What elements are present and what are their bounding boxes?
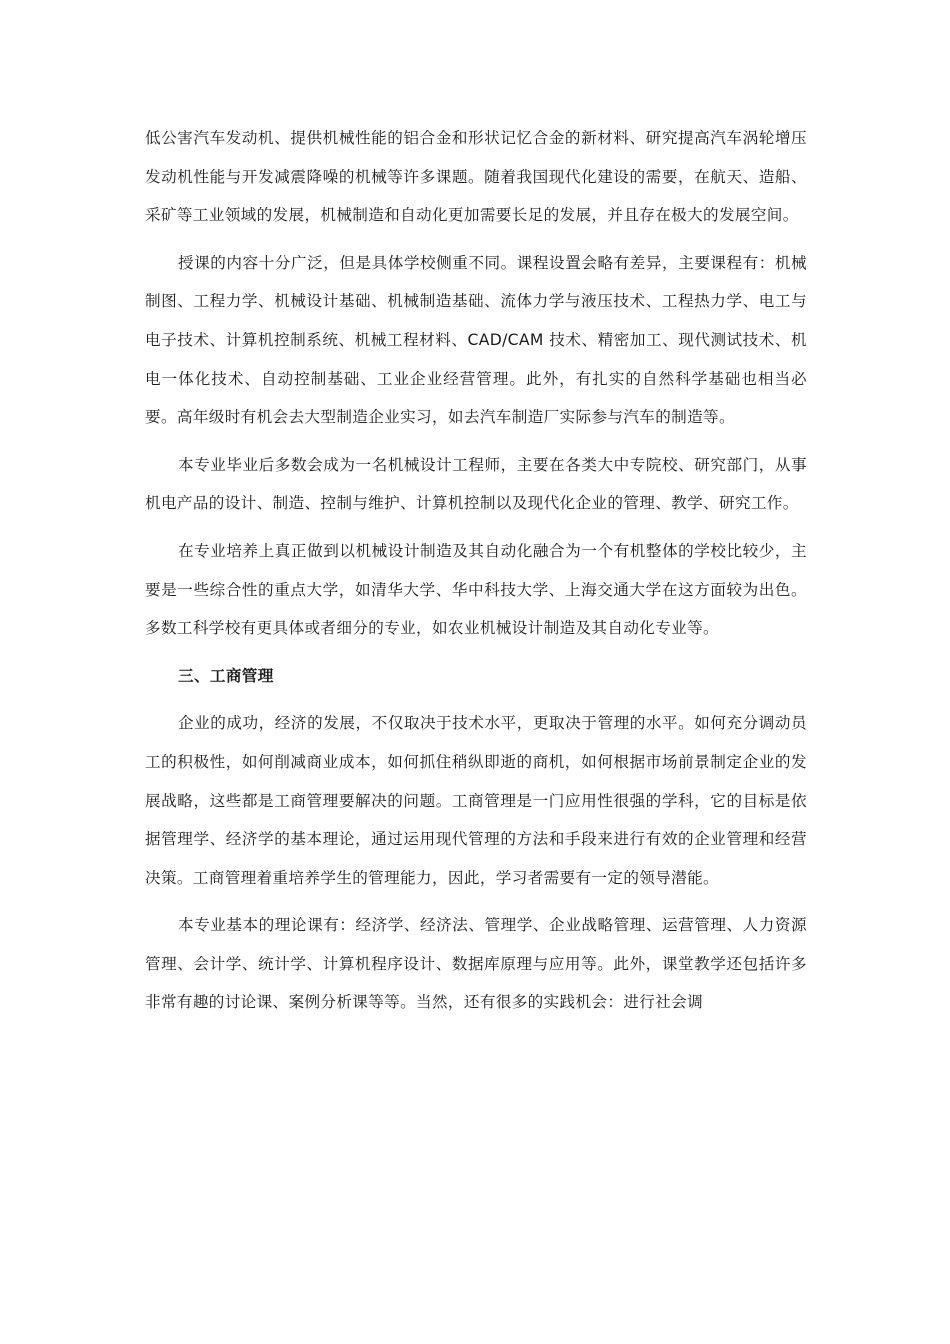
paragraph-courses: 授课的内容十分广泛，但是具体学校侧重不同。课程设置会略有差异，主要课程有：机械制图、工程力学、机械设计基础、机械制造基础、流体力学与液压技术、工程热力学、电工与电子技术、计算机控制系统、机械工程材料、CAD/CAM 技术、精密加工、现代测试技术、机电一体化技术、自动控制基础、工业企业经营管理。此外，有扎实的自然科学基础也相当必要。高年级时有机会去大型制造企业实习，如去汽车制造厂实际参与汽车的制造等。 [145, 253, 807, 427]
paragraph-business-intro: 企业的成功，经济的发展，不仅取决于技术水平，更取决于管理的水平。如何充分调动员工的积极性，如何削减商业成本，如何抓住稍纵即逝的商机，如何根据市场前景制定企业的发展战略，这些都是工商管理要解决的问题。工商管理是一门应用性很强的学科，它的目标是依据管理学、经济学的基本理论，通过运用现代管理的方法和手段来进行有效的企业管理和经营决策。工商管理着重培养学生的管理能力，因此，学习者需要有一定的领导潜能。 [145, 714, 807, 887]
section-heading-business-management: 三、工商管理 [178, 666, 274, 685]
paragraph-universities: 在专业培养上真正做到以机械设计制造及其自动化融合为一个有机整体的学校比较少，主要是一些综合性的重点大学，如清华大学、华中科技大学、上海交通大学在这方面较为出色。多数工科学校有更具体或者细分的专业，如农业机械设计制造及其自动化专业等。 [145, 541, 807, 638]
paragraph-engine-materials: 低公害汽车发动机、提供机械性能的铝合金和形状记忆合金的新材料、研究提高汽车涡轮增压发动机性能与开发减震降噪的机械等许多课题。随着我国现代化建设的需要，在航天、造船、采矿等工业领域的发展，机械制造和自动化更加需要长足的发展，并且存在极大的发展空间。 [145, 129, 807, 225]
paragraph-business-courses: 本专业基本的理论课有：经济学、经济法、管理学、企业战略管理、运营管理、人力资源管理、会计学、统计学、计算机程序设计、数据库原理与应用等。此外，课堂教学还包括许多非常有趣的讨论课、案例分析课等等。当然，还有很多的实践机会：进行社会调 [145, 916, 807, 1012]
paragraph-career: 本专业毕业后多数会成为一名机械设计工程师，主要在各类大中专院校、研究部门，从事机电产品的设计、制造、控制与维护、计算机控制以及现代化企业的管理、教学、研究工作。 [145, 455, 807, 513]
document-page [145, 119, 807, 1022]
